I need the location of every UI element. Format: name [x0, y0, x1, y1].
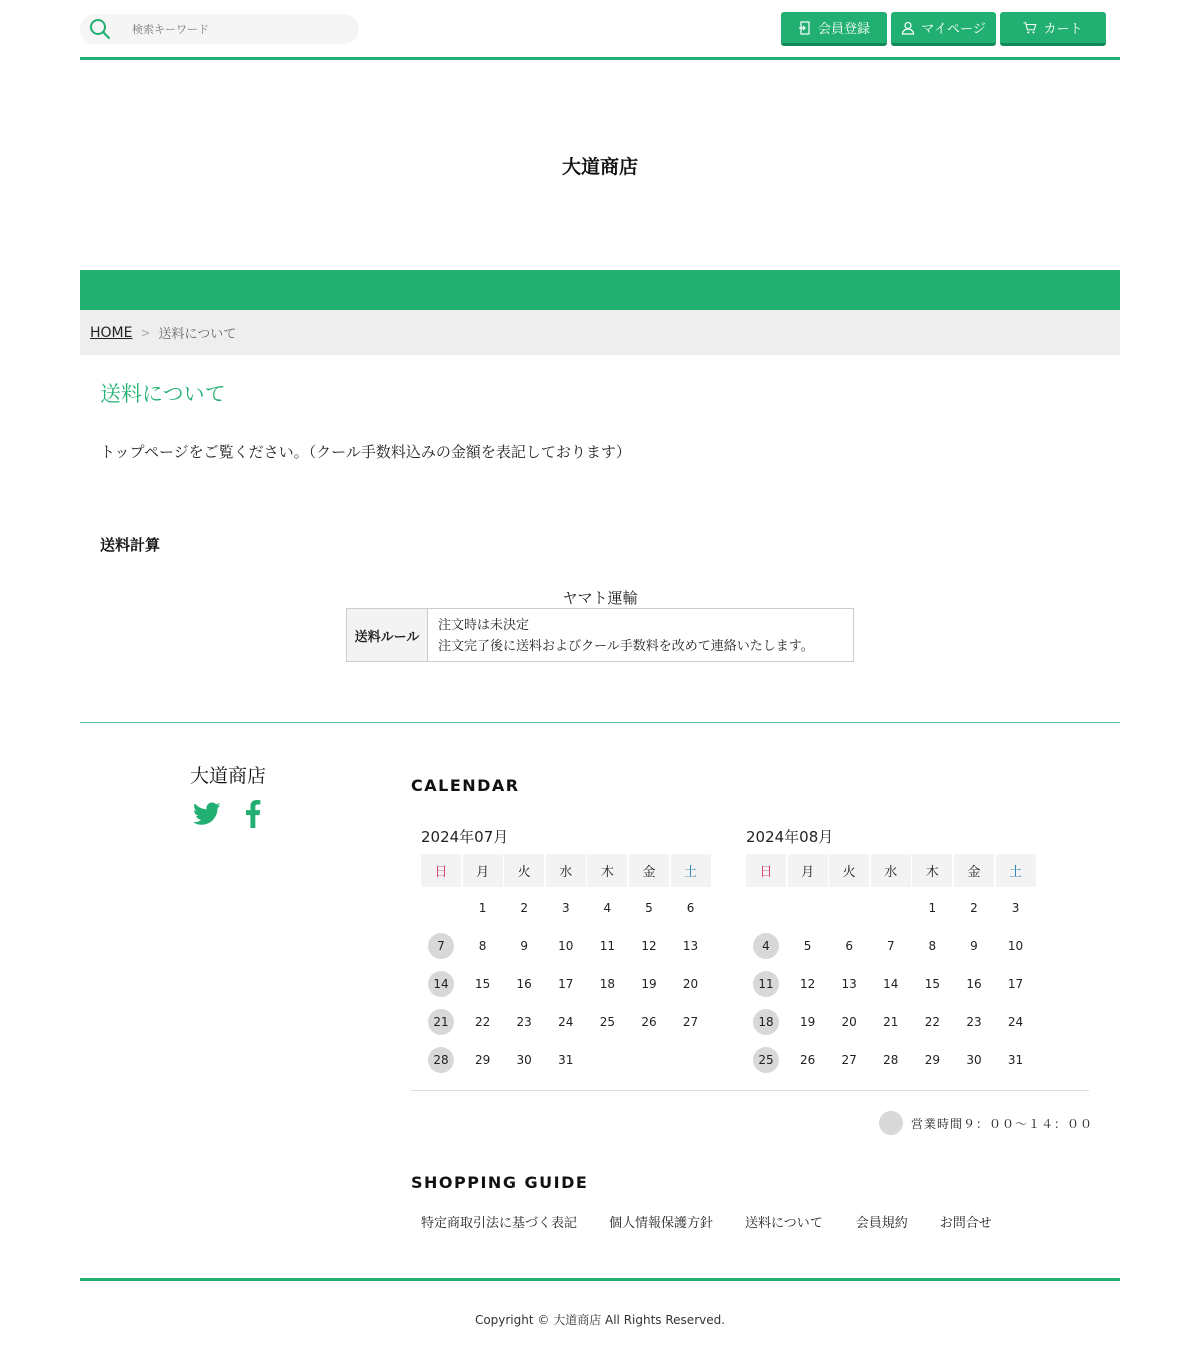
- calendar-day: 31: [558, 1053, 574, 1067]
- calendar-month-title: 2024年07月: [421, 828, 509, 846]
- calendar-day: 10: [1007, 939, 1024, 953]
- calendar-day: 1: [928, 901, 937, 915]
- calendar-day: 12: [641, 939, 657, 953]
- calendar-day: 4: [603, 901, 612, 915]
- guide-link-terms[interactable]: 会員規約: [855, 1216, 908, 1231]
- business-hours-legend: 営業時間９：００〜１４：００: [911, 1117, 1094, 1131]
- calendar-day-closed: 25: [746, 1041, 786, 1079]
- calendar-day: 29: [924, 1053, 941, 1067]
- calendar-day-closed: 28: [421, 1041, 461, 1079]
- calendar-day: 13: [682, 939, 699, 953]
- calendar-day: 26: [799, 1053, 816, 1067]
- calendar-day: 25: [599, 1015, 616, 1029]
- calendar-day: 24: [558, 1015, 574, 1029]
- calendar-day: 30: [516, 1053, 532, 1067]
- breadcrumb-home-link[interactable]: HOME: [90, 324, 133, 341]
- calendar-day: 8: [928, 939, 937, 953]
- shop-logo-title[interactable]: 大道商店: [561, 156, 638, 178]
- calendar-day: 23: [966, 1015, 982, 1029]
- calendar-month-title: 2024年08月: [746, 828, 834, 846]
- calendar-day: 27: [841, 1053, 857, 1067]
- footer-shop-name[interactable]: 大道商店: [190, 765, 267, 787]
- shipping-rule-line: 注文時は未決定: [438, 618, 530, 633]
- register-label: 会員登録: [817, 22, 870, 37]
- calendar-day: 24: [1007, 1015, 1024, 1029]
- calendar-weekday: 火: [829, 854, 869, 887]
- facebook-icon[interactable]: [244, 800, 262, 828]
- calendar-day: 31: [1007, 1053, 1024, 1067]
- calendar-weekday: 火: [504, 854, 544, 887]
- cart-label: カート: [1043, 22, 1083, 37]
- calendar-empty-cell: [871, 889, 911, 927]
- site-header: [80, 0, 1120, 60]
- calendar-august: [746, 826, 1038, 1079]
- calendar-day: 22: [924, 1015, 941, 1029]
- guide-link-privacy[interactable]: 個人情報保護方針: [609, 1216, 714, 1231]
- calendar-day: 16: [966, 977, 982, 991]
- calendar-day-closed: 21: [421, 1003, 461, 1041]
- calendar-day: 13: [841, 977, 857, 991]
- calendar-day: 2: [970, 901, 978, 915]
- footer-bottom-line: [80, 1278, 1120, 1281]
- calendar-day: 10: [558, 939, 574, 953]
- calendar-day: 12: [799, 977, 816, 991]
- calendar-day: 3: [561, 901, 570, 915]
- calendar-day-closed: 18: [746, 1003, 786, 1041]
- calendar-weekday: 金: [629, 854, 669, 887]
- calendar-day: 8: [478, 939, 487, 953]
- calendar-day: 6: [686, 901, 695, 915]
- calendar-day: 11: [599, 939, 616, 953]
- calendar-day-closed: 7: [421, 927, 461, 965]
- closed-day-legend-dot: [879, 1111, 903, 1135]
- calendar-day: 21: [883, 1015, 899, 1029]
- calendar-weekday: 金: [954, 854, 994, 887]
- calendar-day: 14: [883, 977, 899, 991]
- shipping-rule-value: [428, 609, 824, 661]
- register-button[interactable]: [781, 12, 887, 46]
- calendar-weekday: 月: [463, 854, 503, 887]
- calendar-weekday: 水: [871, 854, 911, 887]
- calendar-empty-cell: [421, 889, 461, 927]
- calendar-day: 15: [474, 977, 491, 991]
- calendar-day: 9: [970, 939, 978, 953]
- calendar-day: 28: [883, 1053, 899, 1067]
- calendar-day: 19: [799, 1015, 816, 1029]
- calendar-weekday: 日: [746, 854, 786, 887]
- twitter-icon[interactable]: [193, 802, 221, 826]
- calendar-day: 17: [558, 977, 574, 991]
- calendar-day: 3: [1011, 901, 1020, 915]
- breadcrumb: [80, 310, 1120, 355]
- calendar-weekday: 月: [788, 854, 828, 887]
- calendar-empty-cell: [746, 889, 786, 927]
- global-nav-bar: [80, 270, 1120, 310]
- calendar-day: 17: [1007, 977, 1024, 991]
- mypage-button[interactable]: [891, 12, 996, 46]
- guide-link-contact[interactable]: お問合せ: [939, 1216, 992, 1231]
- calendar-day: 5: [645, 901, 653, 915]
- calendar-day: 26: [641, 1015, 657, 1029]
- calendar-day: 16: [516, 977, 532, 991]
- shipping-calc-title: 送料計算: [100, 536, 161, 554]
- calendar-weekday: 木: [587, 854, 627, 887]
- calendar-day: 5: [803, 939, 812, 953]
- calendar-day: 19: [641, 977, 657, 991]
- calendar-grid: [746, 854, 1038, 1079]
- calendar-day: 27: [682, 1015, 699, 1029]
- calendar-day: 2: [520, 901, 528, 915]
- calendar-day: 30: [966, 1053, 982, 1067]
- shopping-guide-heading: SHOPPING GUIDE: [411, 1173, 589, 1192]
- calendar-day: 6: [845, 939, 853, 953]
- calendar-day: 18: [599, 977, 616, 991]
- calendar-day: 1: [478, 901, 487, 915]
- breadcrumb-current: 送料について: [158, 327, 237, 342]
- calendar-july: [421, 826, 713, 1079]
- calendar-day: 22: [474, 1015, 491, 1029]
- calendar-weekday: 土: [996, 854, 1036, 887]
- calendar-weekday: 木: [912, 854, 952, 887]
- shopping-guide-links: [421, 1212, 992, 1231]
- calendar-day: 29: [474, 1053, 491, 1067]
- calendar-heading: CALENDAR: [411, 776, 520, 795]
- calendar-day: 23: [516, 1015, 532, 1029]
- carrier-name: ヤマト運輸: [562, 589, 638, 607]
- calendar-weekday: 土: [671, 854, 711, 887]
- cart-button[interactable]: [1000, 12, 1106, 46]
- calendar-day-closed: 4: [746, 927, 786, 965]
- calendar-day: 20: [841, 1015, 857, 1029]
- calendar-day: 20: [682, 977, 699, 991]
- page-title: 送料について: [100, 382, 226, 406]
- guide-link-tokushoho[interactable]: 特定商取引法に基づく表記: [421, 1216, 578, 1231]
- calendar-day-closed: 11: [746, 965, 786, 1003]
- search-input[interactable]: [132, 19, 347, 39]
- user-icon: [901, 21, 915, 35]
- calendar-weekday: 水: [546, 854, 586, 887]
- login-icon: [798, 21, 812, 35]
- search-icon[interactable]: [88, 17, 112, 41]
- calendar-divider: [411, 1090, 1089, 1091]
- search-bar: [80, 14, 359, 44]
- copyright: Copyright © 大道商店 All Rights Reserved.: [474, 1313, 726, 1327]
- calendar-day: 15: [924, 977, 941, 991]
- shipping-rule-header: 送料ルール: [347, 609, 428, 661]
- calendar-grid: [421, 854, 713, 1079]
- guide-link-shipping[interactable]: 送料について: [745, 1216, 823, 1231]
- mypage-label: マイページ: [921, 22, 986, 37]
- calendar-day: 7: [886, 939, 895, 953]
- shipping-rule-line: 注文完了後に送料およびクール手数料を改めて連絡いたします。: [438, 639, 814, 654]
- shipping-rule-table: [346, 608, 854, 662]
- calendar-empty-cell: [829, 889, 869, 927]
- cart-icon: [1023, 21, 1037, 35]
- footer-divider: [80, 722, 1120, 723]
- calendar-weekday: 日: [421, 854, 461, 887]
- intro-text: トップページをご覧ください。（クール手数料込みの金額を表記しております）: [100, 443, 631, 461]
- calendar-day-closed: 14: [421, 965, 461, 1003]
- calendar-empty-cell: [788, 889, 828, 927]
- breadcrumb-separator: >: [140, 325, 151, 340]
- calendar-day: 9: [520, 939, 528, 953]
- header-buttons: [781, 12, 1106, 46]
